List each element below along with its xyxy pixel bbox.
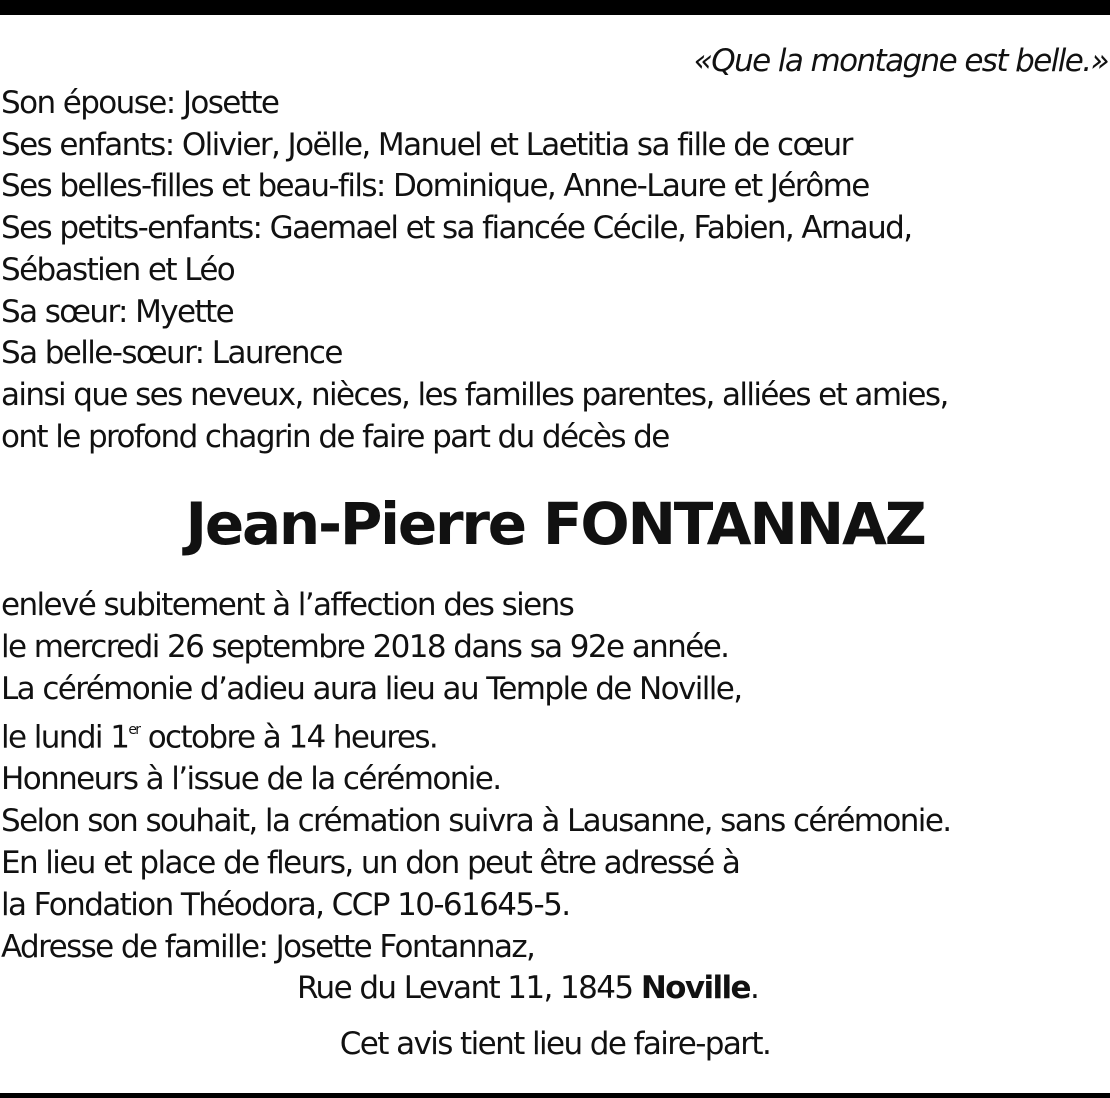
family-line-relatives: ainsi que ses neveux, nièces, les familles parentes, alliées et amies, xyxy=(1,376,948,413)
family-line-children: Ses enfants: Olivier, Joëlle, Manuel et Laetitia sa fille de cœur xyxy=(1,126,852,163)
ceremony-date-suffix: octobre à 14 heures. xyxy=(139,719,438,756)
funeral-details xyxy=(1,585,951,1010)
address-city: Noville xyxy=(640,970,750,1007)
address-end: . xyxy=(749,970,759,1007)
family-line-in-laws: Ses belles-filles et beau-fils: Dominique, Anne-Laure et Jérôme xyxy=(1,168,869,205)
family-line-sister: Sa sœur: Myette xyxy=(1,293,234,330)
top-border-rule xyxy=(0,0,1110,15)
details-line-cremation: Selon son souhait, la crémation suivra à Lausanne, sans cérémonie. xyxy=(1,803,951,840)
details-line-honours: Honneurs à l’issue de la cérémonie. xyxy=(1,761,501,798)
family-line-spouse: Son épouse: Josette xyxy=(1,85,279,121)
family-list xyxy=(1,83,948,458)
details-line-street-address xyxy=(1,968,951,1010)
closing-note: Cet avis tient lieu de faire-part. xyxy=(339,1026,771,1062)
details-line-foundation: la Fondation Théodora, CCP 10-61645-5. xyxy=(1,886,570,923)
deceased-name: Jean-Pierre FONTANNAZ xyxy=(185,490,925,558)
epigraph-quote: «Que la montagne est belle.» xyxy=(693,43,1108,79)
bottom-border-rule xyxy=(0,1093,1110,1098)
address-street: Rue du Levant 11, 1845 xyxy=(297,970,641,1007)
details-line-donation: En lieu et place de fleurs, un don peut être adressé à xyxy=(1,845,740,882)
details-line-date: le mercredi 26 septembre 2018 dans sa 92e année. xyxy=(1,628,729,665)
ceremony-date-prefix: le lundi 1 xyxy=(1,719,129,756)
family-line-grandchildren-cont: Sébastien et Léo xyxy=(1,251,235,288)
family-line-grandchildren: Ses petits-enfants: Gaemael et sa fiancée Cécile, Fabien, Arnaud, xyxy=(1,210,912,247)
family-line-announcement: ont le profond chagrin de faire part du décès de xyxy=(1,418,669,455)
details-line-family-address: Adresse de famille: Josette Fontannaz, xyxy=(1,928,535,965)
details-line-ceremony-date xyxy=(1,710,951,759)
details-line-ceremony: La cérémonie d’adieu aura lieu au Temple de Noville, xyxy=(1,670,742,707)
family-line-sister-in-law: Sa belle-sœur: Laurence xyxy=(1,335,342,372)
details-line-passed: enlevé subitement à l’affection des siens xyxy=(1,587,574,623)
ceremony-date-ordinal: er xyxy=(128,722,140,739)
